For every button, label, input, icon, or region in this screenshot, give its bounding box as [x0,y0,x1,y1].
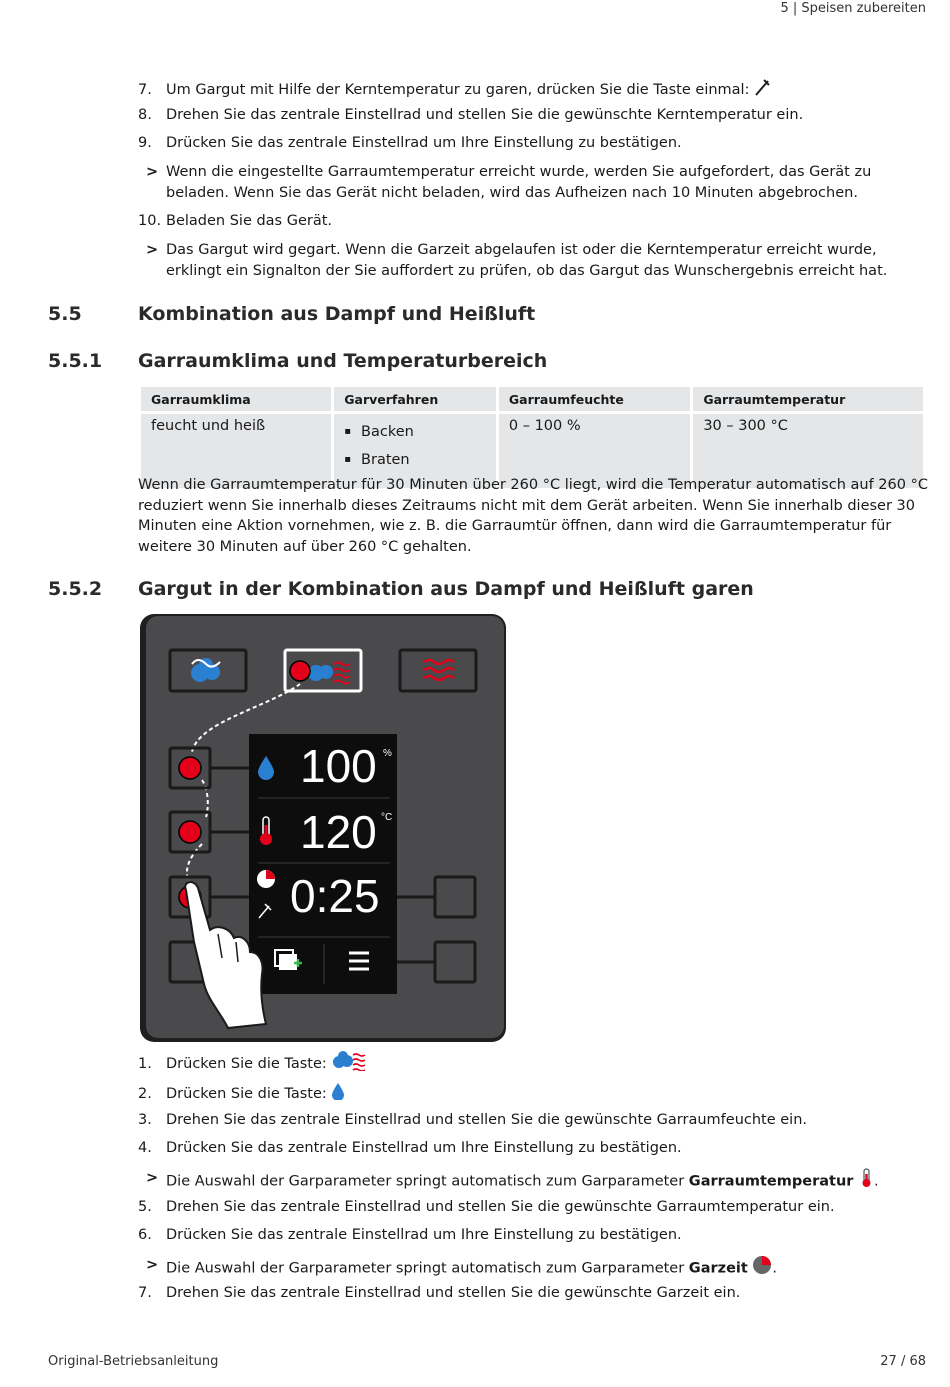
table-cell-klima: feucht und heiß [141,414,331,488]
section-title: Garraumklima und Temperaturbereich [138,350,548,372]
table-header: Garraumtemperatur [693,387,923,414]
result-arrow: > [146,242,159,258]
step-number: 8. [138,107,152,123]
section-number: 5.5 [48,303,82,325]
step-text: Beladen Sie das Gerät. [166,213,333,229]
result-text: Das Gargut wird gegart. Wenn die Garzeit abgelaufen ist oder die Kerntemperatur erreicht wurde, erklingt ein Signalton der Sie auffordert zu prüfen, ob das Gargut das Wunschergebnis erreicht hat. [166,242,888,279]
step-number: 5. [138,1199,152,1215]
step-number: 1. [138,1056,152,1072]
section-heading-5-5-2 [48,578,754,600]
table-header-row [141,387,923,414]
table-cell-feuchte: 0 – 100 % [499,414,690,488]
step-text: Drücken Sie das zentrale Einstellrad um Ihre Einstellung zu bestätigen. [166,1140,682,1156]
step-text: Drücken Sie die Taste: [166,1056,327,1072]
footer-document-title: Original-Betriebsanleitung [48,1354,219,1369]
step-6 [138,1225,928,1245]
section-heading-5-5 [48,303,535,325]
step-number: 3. [138,1112,152,1128]
time-value: 0:25 [290,870,380,922]
step-number: 6. [138,1227,152,1243]
step-number: 7. [138,1285,152,1301]
list-item: ▪ Braten [344,446,486,474]
step-number: 2. [138,1086,152,1102]
step-text: Drücken Sie das zentrale Einstellrad um Ihre Einstellung zu bestätigen. [166,135,682,151]
temperature-limit-paragraph: Wenn die Garraumtemperatur für 30 Minuten über 260 °C liegt, wird die Temperatur automatisch auf 260 °C reduziert wenn Sie innerhalb dieses Zeitraums nicht mit dem Gerät arbeiten. Wenn Sie innerhalb dieser 30 Minuten eine Aktion vornehmen, wie z. B. die Garraumtür öffnen, dann wird die Garraumtemperatur für weitere 30 Minuten auf über 260 °C gehalten. [138,477,928,555]
section-number: 5.5.1 [48,350,103,372]
result-arrow: > [146,1170,159,1186]
step-3 [138,1110,928,1130]
step-7-time [138,1283,928,1303]
step-text: Drehen Sie das zentrale Einstellrad und stellen Sie die gewünschte Garraumtemperatur ein. [166,1199,835,1215]
climate-table [138,387,926,488]
thermometer-icon [858,1168,874,1195]
result-cooking [146,240,926,281]
result-arrow: > [146,164,159,180]
step-text: Drehen Sie das zentrale Einstellrad und stellen Sie die gewünschte Kerntemperatur ein. [166,107,804,123]
section-title: Kombination aus Dampf und Heißluft [138,303,536,325]
timer-icon [257,870,275,888]
steam-heat-icon [331,1051,367,1077]
temperature-unit: °C [381,812,393,823]
parameter-name: Garraumtemperatur [688,1173,854,1190]
result-text: Wenn die eingestellte Garraumtemperatur erreicht wurde, werden Sie aufgefordert, das Gerät zu beladen. Wenn Sie das Gerät nicht beladen, wird das Aufheizen nach 10 Minuten abgebrochen. [166,164,872,201]
table-cell-temperatur: 30 – 300 °C [693,414,923,488]
press-indicator [290,661,310,681]
step-text: Drücken Sie die Taste: [166,1086,327,1102]
step-4 [138,1138,928,1158]
step-2-humidity [138,1082,928,1106]
timer-icon [752,1255,772,1282]
water-drop-icon [331,1082,345,1106]
step-text: Drücken Sie das zentrale Einstellrad um Ihre Einstellung zu bestätigen. [166,1227,682,1243]
step-text: Drehen Sie das zentrale Einstellrad und stellen Sie die gewünschte Garraumfeuchte ein. [166,1112,808,1128]
humidity-unit: % [383,748,392,759]
step-number: 9. [138,135,152,151]
result-preheat [146,162,926,203]
table-header: Garverfahren [334,387,496,414]
control-panel-illustration [138,612,508,1044]
result-text: Die Auswahl der Garparameter springt automatisch zum Garparameter [166,1173,689,1190]
section-title: Gargut in der Kombination aus Dampf und Heißluft garen [138,578,754,600]
list-item: ▪ Backen [344,418,486,446]
step-1-combi [138,1051,928,1077]
step-10 [138,211,928,231]
step-8 [138,105,928,125]
humidity-value: 100 [300,740,377,792]
result-jump-time: > Die Auswahl der Garparameter springt automatisch zum Garparameter Garzeit . [146,1255,926,1282]
step-text: Um Gargut mit Hilfe der Kerntemperatur zu garen, drücken Sie die Taste einmal: [166,82,750,98]
step-number: 10. [138,213,162,229]
section-number: 5.5.2 [48,578,103,600]
table-header: Garraumklima [141,387,331,414]
temperature-value: 120 [300,806,377,858]
page-number: 27 / 68 [880,1354,926,1369]
method-list [344,418,486,474]
step-number: 4. [138,1140,152,1156]
result-jump-temperature: > Die Auswahl der Garparameter springt automatisch zum Garparameter Garraumtemperatur . [146,1168,926,1195]
section-heading-5-5-1 [48,350,547,372]
step-number: 7. [138,82,152,98]
parameter-name: Garzeit [688,1260,748,1277]
core-probe-icon [754,77,772,103]
running-header: 5 | Speisen zubereiten [780,1,926,16]
result-text: Die Auswahl der Garparameter springt automatisch zum Garparameter [166,1260,689,1277]
step-text: Drehen Sie das zentrale Einstellrad und stellen Sie die gewünschte Garzeit ein. [166,1285,741,1301]
step-7-core-temp [138,77,928,103]
result-arrow: > [146,1257,159,1273]
step-9 [138,133,928,153]
table-header: Garraumfeuchte [499,387,690,414]
step-5 [138,1197,928,1217]
